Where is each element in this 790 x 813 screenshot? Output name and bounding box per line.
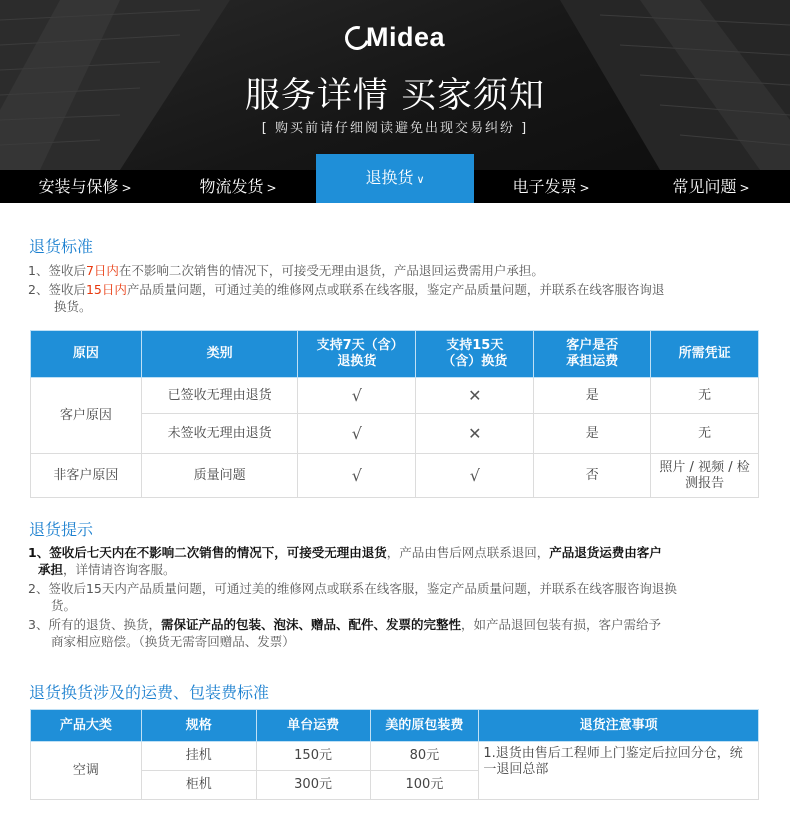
tip-1-cont: 承担，详情请咨询客服。 <box>38 562 176 577</box>
table-header-row <box>31 710 759 742</box>
tab-label: 安装与保修 <box>38 177 119 196</box>
return-tips-text <box>28 544 766 650</box>
col-header: 支持15天（含）换货 <box>416 331 534 378</box>
tab-install-warranty[interactable] <box>0 170 170 203</box>
cell-proof: 照片 / 视频 / 检测报告 <box>651 454 759 498</box>
cell-freight: 是 <box>534 378 651 414</box>
cell-note: 1.退货由售后工程师上门鉴定后拉回分仓，统一退回总部 <box>479 742 759 800</box>
cell-freight: 300元 <box>256 771 370 800</box>
highlight-15-days: 15日内 <box>85 282 127 297</box>
cell-reason: 客户原因 <box>31 378 142 454</box>
standard-line-1: 1、签收后7日内在不影响二次销售的情况下，可接受无理由退货，产品退回运费需用户承担。 <box>28 263 544 278</box>
cell-package-fee: 100元 <box>370 771 479 800</box>
header-banner <box>0 0 790 170</box>
cell-reason: 非客户原因 <box>31 454 142 498</box>
col-header: 规格 <box>141 710 256 742</box>
cell-package-fee: 80元 <box>370 742 479 771</box>
tab-return-exchange[interactable] <box>316 154 474 203</box>
cross-icon: ✕ <box>416 414 534 454</box>
col-header: 退货注意事项 <box>479 710 759 742</box>
tip-2-cont: 货。 <box>51 598 77 613</box>
cross-icon: ✕ <box>416 378 534 414</box>
cell-spec: 柜机 <box>141 771 256 800</box>
table-header-row <box>31 331 759 378</box>
col-header: 所需凭证 <box>651 331 759 378</box>
col-header: 产品大类 <box>31 710 142 742</box>
midea-logo <box>0 22 790 53</box>
cell-proof: 无 <box>651 378 759 414</box>
check-icon: √ <box>298 454 416 498</box>
fees-table <box>30 709 759 800</box>
tab-label: 常见问题 <box>672 177 737 196</box>
tab-e-invoice[interactable] <box>472 170 630 203</box>
chevron-right-icon: > <box>739 181 750 195</box>
col-header: 原因 <box>31 331 142 378</box>
chevron-right-icon: > <box>579 181 590 195</box>
cell-category: 质量问题 <box>141 454 298 498</box>
cell-freight: 否 <box>534 454 651 498</box>
col-header: 支持7天（含）退换货 <box>298 331 416 378</box>
check-icon: √ <box>416 454 534 498</box>
section-title-fees: 退货换货涉及的运费、包装费标准 <box>29 683 270 702</box>
page-title: 服务详情 买家须知 <box>244 76 546 116</box>
standard-line-2: 2、签收后15日内产品质量问题，可通过美的维修网点或联系在线客服，鉴定产品质量问题，并联系在线客服咨询退 <box>28 282 665 297</box>
table-row <box>31 454 759 498</box>
section-title-return-standard: 退货标准 <box>29 237 94 256</box>
tab-label: 电子发票 <box>512 177 577 196</box>
cell-freight: 150元 <box>256 742 370 771</box>
return-standard-table <box>30 330 759 498</box>
table-row <box>31 742 759 771</box>
cell-spec: 挂机 <box>141 742 256 771</box>
cell-category: 未签收无理由退货 <box>141 414 298 454</box>
cell-freight: 是 <box>534 414 651 454</box>
tip-1: 1、签收后七天内在不影响二次销售的情况下，可接受无理由退货，产品由售后网点联系退回，产品退货运费由客户 <box>28 545 662 560</box>
logo-text: Midea <box>365 22 446 52</box>
tab-logistics[interactable] <box>158 170 318 203</box>
chevron-down-icon: ∨ <box>416 173 425 186</box>
cell-proof: 无 <box>651 414 759 454</box>
check-icon: √ <box>298 378 416 414</box>
tip-3-cont: 商家相应赔偿。（换货无需寄回赠品、发票） <box>51 634 295 649</box>
table-row <box>31 378 759 414</box>
section-title-return-tips: 退货提示 <box>29 520 94 539</box>
tip-2: 2、签收后15天内产品质量问题，可通过美的维修网点或联系在线客服，鉴定产品质量问题，并联系在线客服咨询退换 <box>28 581 677 596</box>
chevron-right-icon: > <box>121 181 132 195</box>
page-subtitle: [ 购买前请仔细阅读避免出现交易纠纷 ] <box>261 121 529 136</box>
tab-label: 物流发货 <box>199 177 264 196</box>
col-header: 单台运费 <box>256 710 370 742</box>
highlight-7-days: 7日内 <box>85 263 119 278</box>
tab-label: 退换货 <box>365 168 414 187</box>
chevron-right-icon: > <box>266 181 277 195</box>
check-icon: √ <box>298 414 416 454</box>
return-standard-text <box>28 262 766 315</box>
col-header: 美的原包装费 <box>370 710 479 742</box>
col-header: 客户是否承担运费 <box>534 331 651 378</box>
cell-category: 已签收无理由退货 <box>141 378 298 414</box>
standard-line-2-cont: 换货。 <box>54 299 92 314</box>
col-header: 类别 <box>141 331 298 378</box>
cell-category: 空调 <box>31 742 142 800</box>
tip-3: 3、所有的退货、换货，需保证产品的包装、泡沫、赠品、配件、发票的完整性，如产品退回包装有损，客户需给予 <box>28 617 661 632</box>
tab-faq[interactable] <box>632 170 790 203</box>
